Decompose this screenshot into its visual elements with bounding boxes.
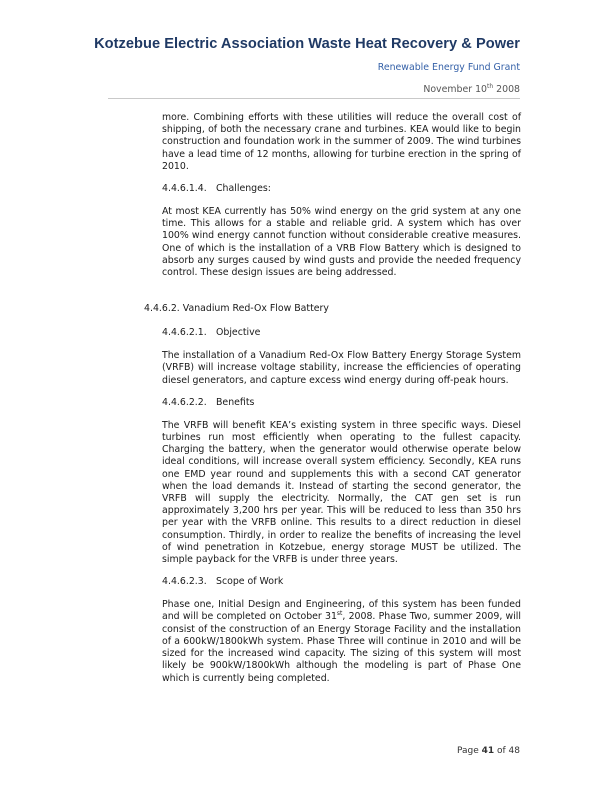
document-date xyxy=(423,84,520,95)
page-footer xyxy=(457,746,520,756)
section-number: 4.4.6.1.4. xyxy=(162,183,207,195)
document-title: Kotzebue Electric Association Waste Heat Recovery & Power xyxy=(94,36,520,52)
scope-paragraph xyxy=(162,599,521,684)
scope-text-a: Phase one, Initial Design and Engineering, of this system has been funded and will be completed on October 31 xyxy=(162,599,521,623)
objective-paragraph: The installation of a Vanadium Red-Ox Flow Battery Energy Storage System (VRFB) will increase voltage stability, increase the efficiencies of operating diesel generators, and capture excess wind energy during off-peak hours. xyxy=(162,350,521,386)
challenges-paragraph: At most KEA currently has 50% wind energy on the grid system at any one time. This allows for a stable and reliable grid. A system which has over 100% wind energy cannot function without considerable creative measures. One of which is the installation of a VRB Flow Battery which is designed to absorb any surges caused by wind gusts and provide the needed frequency control. These design issues are being addressed. xyxy=(162,206,521,279)
page-body xyxy=(0,112,612,695)
section-title: Benefits xyxy=(216,396,255,408)
benefits-paragraph: The VRFB will benefit KEA’s existing system in three specific ways. Diesel turbines run most efficiently when operating to the fullest capacity. Charging the battery, when the generator would otherwise operate below ideal conditions, will increase overall system efficiency. Secondly, KEA runs one EMD year round and supplements this with a second CAT generator when the load demands it. Instead of starting the second generator, the VRFB will supply the electricity. Normally, the CAT gen set is run approximately 3,200 hrs per year. This will be reduced to less than 350 hrs per year with the VRFB online. This results to a direct reduction in diesel consumption. Thirdly, in order to realize the benefits of increasing the level of wind penetration in Kotzebue, energy storage MUST be utilized. The simple payback for the VRFB is under three years. xyxy=(162,419,521,566)
scope-text-b: , 2008. Phase Two, summer 2009, will consist of the construction of an Energy Storage Facility and the installation of a 600kW/1800kWh system. Phase Three will continue in 2010 and will be sized for the increased wind capacity. The sizing of this system will most likely be 900kW/1800kWh although the modeling is part of Phase One which is currently being completed. xyxy=(162,611,521,684)
date-prefix: November 10 xyxy=(423,84,487,95)
date-year: 2008 xyxy=(493,84,520,95)
section-number: 4.4.6.2.2. xyxy=(162,396,207,408)
date-suffix: th xyxy=(487,82,494,90)
document-subtitle: Renewable Energy Fund Grant xyxy=(377,62,520,73)
section-title: Scope of Work xyxy=(216,576,284,588)
intro-paragraph: more. Combining efforts with these utilities will reduce the overall cost of shipping, of both the necessary crane and turbines. KEA would like to begin construction and foundation work in the summer of 2009. The wind turbines have a lead time of 12 months, allowing for turbine erection in the spring of 2010. xyxy=(162,112,521,172)
challenges-heading xyxy=(162,183,612,195)
scope-heading xyxy=(162,576,612,588)
header-divider xyxy=(108,98,520,99)
section-title: Challenges: xyxy=(216,183,271,195)
page-number: 41 xyxy=(481,746,495,756)
benefits-heading xyxy=(162,397,612,409)
section-title: Objective xyxy=(216,327,261,339)
page-total: of 48 xyxy=(494,746,520,756)
section-number: 4.4.6.2.1. xyxy=(162,327,207,339)
page-label: Page xyxy=(456,746,482,756)
scope-ordinal-suffix: st xyxy=(336,610,343,618)
vanadium-section-heading: 4.4.6.2. Vanadium Red-Ox Flow Battery xyxy=(144,303,329,315)
objective-heading xyxy=(162,327,612,339)
section-number: 4.4.6.2.3. xyxy=(162,576,207,588)
